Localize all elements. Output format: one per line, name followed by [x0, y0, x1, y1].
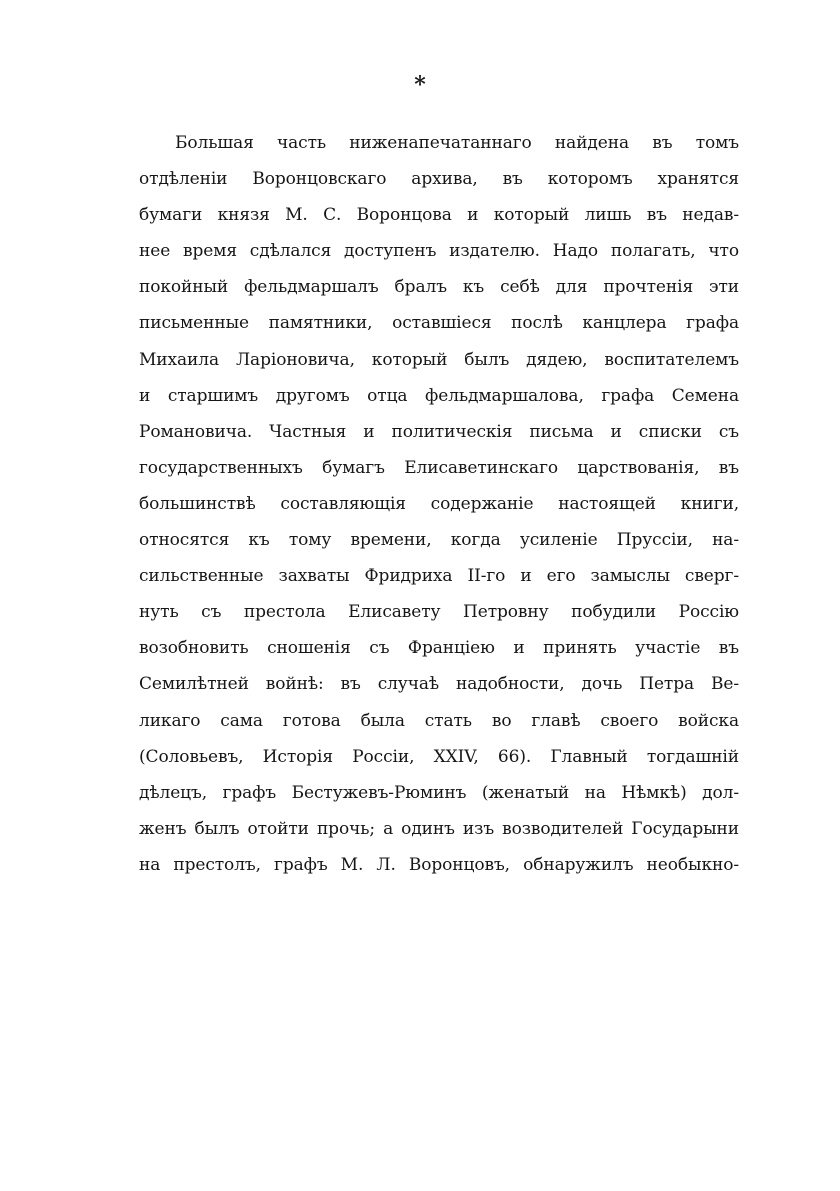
text-line: письменные памятники, оставшіеся послѣ канцлера графа [139, 313, 739, 334]
text-line: на престолъ, графъ М. Л. Воронцовъ, обнаружилъ необыкно- [139, 854, 739, 875]
text-line: Большая часть ниженапечатаннаго найдена въ томъ [175, 133, 739, 153]
text-line: (Соловьевъ, Исторія Россіи, XXIV, 66). Главный тогдашній [139, 746, 739, 767]
text-line: бумаги князя М. С. Воронцова и который лишь въ недав- [139, 205, 739, 226]
text-line: Романовича. Частныя и политическія письма и списки съ [139, 421, 739, 442]
text-line: возобновить сношенія съ Франціею и принять участіе въ [139, 638, 739, 659]
text-line: отдѣленіи Воронцовскаго архива, въ которомъ хранятся [139, 169, 739, 190]
text-line: женъ былъ отойти прочь; а одинъ изъ возводителей Государыни [139, 818, 739, 839]
text-line: ликаго сама готова была стать во главѣ своего войска [139, 710, 739, 731]
text-line: нуть съ престола Елисавету Петровну побудили Россію [139, 602, 739, 623]
text-line: Семилѣтней войнѣ: въ случаѣ надобности, дочь Петра Ве- [139, 674, 739, 695]
text-line: относятся къ тому времени, когда усиленіе Пруссіи, на- [139, 530, 739, 551]
text-line: дѣлецъ, графъ Бестужевъ-Рюминъ (женатый на Нѣмкѣ) дол- [139, 782, 739, 803]
text-line: нее время сдѣлался доступенъ издателю. Надо полагать, что [139, 241, 739, 262]
section-ornament: * [414, 72, 426, 98]
text-line: и старшимъ другомъ отца фельдмаршалова, графа Семена [139, 385, 739, 406]
text-line: сильственные захваты Фридриха II-го и его замыслы сверг- [139, 566, 739, 587]
text-line: большинствѣ составляющія содержаніе настоящей книги, [139, 493, 739, 514]
text-line: государственныхъ бумагъ Елисаветинскаго царствованія, въ [139, 457, 739, 478]
body-paragraph [139, 125, 739, 883]
text-line: Михаила Ларіоновича, который былъ дядею, воспитателемъ [139, 349, 739, 370]
text-line: покойный фельдмаршалъ бралъ къ себѣ для прочтенія эти [139, 277, 739, 298]
